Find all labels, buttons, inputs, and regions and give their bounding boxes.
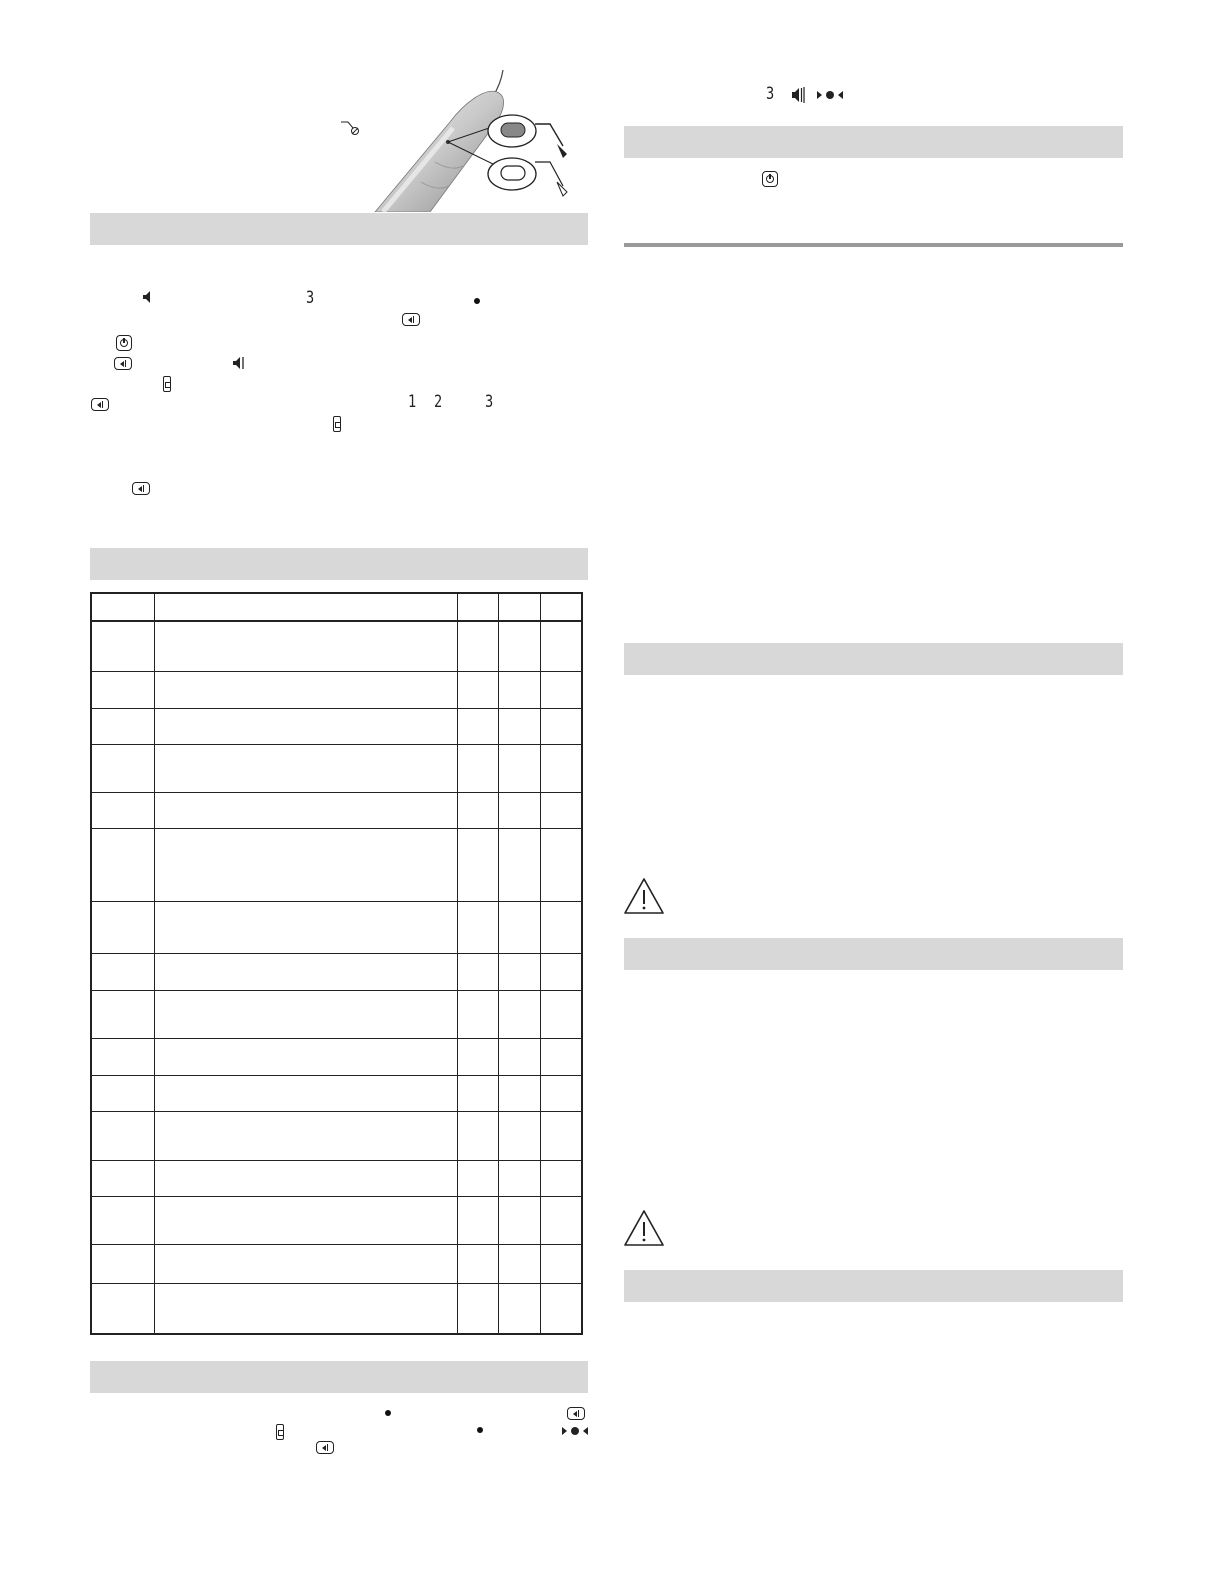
button-released-icon <box>501 166 525 180</box>
center-indicator-icon <box>817 90 843 100</box>
section-bar-power <box>624 126 1123 158</box>
up-down-button-icon <box>276 1424 284 1440</box>
table-row <box>91 901 582 953</box>
display-digit: 3 <box>306 288 315 308</box>
table-row <box>91 1160 582 1196</box>
handpiece-illustration <box>335 62 585 212</box>
volume-button-icon <box>402 313 420 326</box>
table-row <box>91 990 582 1038</box>
table-row <box>91 1038 582 1075</box>
center-indicator-icon <box>562 1426 588 1436</box>
power-button-icon <box>116 335 132 351</box>
tip-icon <box>340 118 362 140</box>
volume-button-icon <box>114 357 132 370</box>
table-row <box>91 708 582 744</box>
indicator-dot <box>474 298 480 304</box>
table-row <box>91 828 582 901</box>
table-row <box>91 953 582 990</box>
table-row <box>91 1244 582 1283</box>
indicator-dot <box>477 1427 483 1433</box>
table-row <box>91 1075 582 1111</box>
section-bar-b <box>624 643 1123 675</box>
volume-button-icon <box>132 482 150 495</box>
display-digit: 2 <box>434 392 443 412</box>
section-bar-bottom <box>90 1361 588 1393</box>
volume-button-icon <box>567 1407 585 1420</box>
volume-button-icon <box>91 398 109 411</box>
speaker-max-icon <box>792 86 806 104</box>
table-row <box>91 671 582 708</box>
section-divider <box>624 243 1123 247</box>
section-bar-d <box>624 1270 1123 1302</box>
up-down-button-icon <box>163 376 171 392</box>
table-row <box>91 621 582 671</box>
indicator-dot <box>385 1410 391 1416</box>
section-bar-settings <box>90 213 588 245</box>
button-pressed-icon <box>501 123 525 137</box>
up-down-button-icon <box>333 416 341 432</box>
section-bar-table <box>90 548 588 580</box>
display-digit: 3 <box>766 84 775 104</box>
warning-icon <box>623 1209 665 1247</box>
table-row <box>91 744 582 792</box>
warning-icon <box>623 877 665 915</box>
table-row <box>91 1111 582 1160</box>
speaker-level-icon <box>233 355 245 371</box>
volume-button-icon <box>316 1441 334 1454</box>
table-row <box>91 792 582 828</box>
power-button-icon <box>762 171 778 187</box>
table-row <box>91 1283 582 1334</box>
section-bar-c <box>624 938 1123 970</box>
table-header-row <box>91 593 582 621</box>
table-row <box>91 1196 582 1244</box>
data-table <box>90 592 583 1335</box>
speaker-icon <box>143 290 153 304</box>
display-digit: 1 <box>408 392 417 412</box>
display-digit: 3 <box>485 392 494 412</box>
